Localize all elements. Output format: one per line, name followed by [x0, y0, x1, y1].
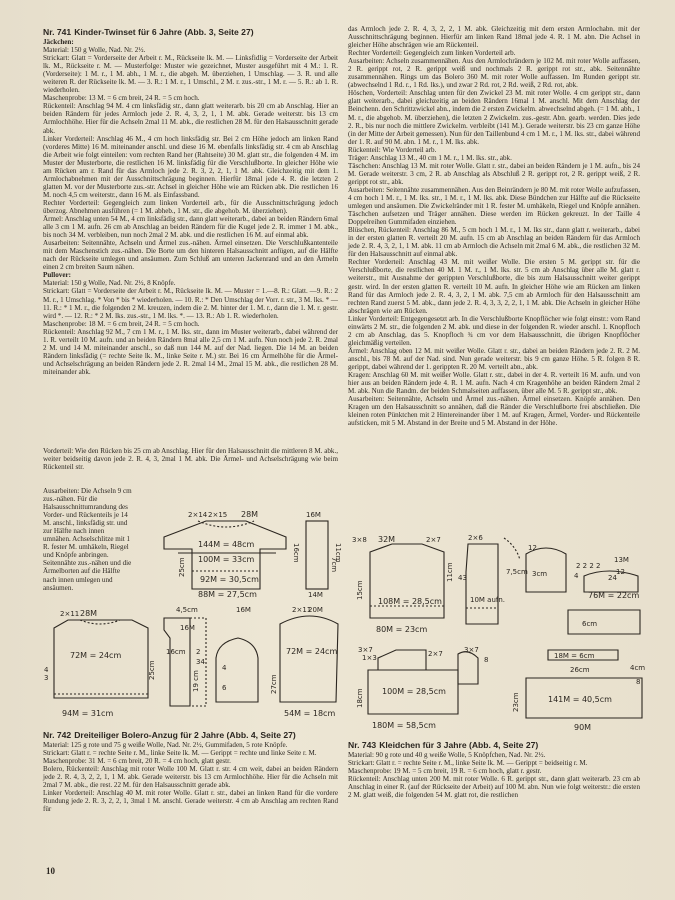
label: 80M = 23cm: [376, 625, 428, 634]
paragraph: Täschchen: Anschlag 13 M. mit roter Wolle. Glatt r. str., dabei an beiden Rändern je 1 M. aufn., bis 24 M. Gerade weiterstr. 3 cm, 2 R. ab Anschlag als Abschluß 2 R. gerippt rot, 2 R. gerippt weiß, 2 R. gerippt rot str., abk.: [348, 161, 640, 186]
label: 72M = 24cm: [70, 651, 122, 660]
label: 94M = 31cm: [62, 709, 114, 718]
label: 16cm: [292, 543, 300, 563]
label: 11cm: [446, 562, 454, 582]
label: 16cm: [166, 648, 186, 656]
dress-pattern-diagram: [348, 644, 648, 736]
label: 8: [636, 678, 641, 686]
label: 6: [222, 684, 227, 692]
label: 4: [574, 572, 579, 580]
paragraph: Ärmel: Anschlag oben 12 M. mit weißer Wolle. Glatt r. str., dabei an beiden Rändern jede 2. R. 2 M. anschl., bis 78 M. auf der Nad. sind. Nun gerade weiterstr. bis 9 cm ganze Höhe. 5 R. folgen 8 R. gerippt, dabei während der 1. gerippten R. 20 M. verteilt abn., abk.: [348, 346, 640, 371]
paragraph: Rückenteil: Anschlag 94 M. 4 cm linksfädig str., dann glatt weiterarb. bis 20 cm ab Anschlag. Hier an beiden Rändern für jedes Armloch jede 2. R. 4, 3, 2, 1, 1 M. abk. Gerade weiterstr. bis 13 cm Armlochhöhe. Hier für die Achseln 2mal 11 M. abk., die restlichen 28 M. für den Halsausschnitt gerade abk.: [43, 102, 338, 135]
label: 20M: [308, 606, 323, 614]
label: 100M = 28,5cm: [382, 687, 446, 696]
label: 4: [222, 664, 227, 672]
label: 7,5cm: [506, 568, 528, 576]
label: 2×15: [208, 511, 228, 519]
label: 18cm: [356, 688, 364, 708]
heading-742: Nr. 742 Dreiteiliger Bolero-Anzug für 2 Jahre (Abb. 4, Seite 27): [43, 730, 296, 740]
label: 3cm: [532, 570, 548, 578]
label: 28M: [241, 510, 259, 519]
paragraph: Rechter Vorderteil: Gegengleich zum linken Vorderteil arb.: [348, 49, 516, 58]
label: 16M: [180, 624, 195, 632]
paragraph: Höschen, Vorderteil: Anschlag unten für den Zwickel 23 M. mit roter Wolle. 4 cm gerippt str., dann glatt weiterarb., dabei gleichzeitig an beiden Rändern 16mal 1 M. anschl. Mit dem Anschlag der Beinchenn. den Schrittzwickel abn., indem die 2 ersten Zwickelm. abwechselnd abgeh. (= 1 M. abh., 1 M. r., die abgehob. M. überziehen), die letzten 2 Zwickelm. zus.-gestr. Abn. gearb. werden. Dies jede 2. R., bis nur noch die mittlere Zwickelm. verbleibt (141 M.). Gerade weiterstr. bis 23 cm ganze Höhe (in der Mitte der Arbeit gemessen). Nun für den Taillenbund 4 cm 1 M. r., 1 M. lks. str., dabei während der 1. R. auf 90 M. abn. 1 M. r., 1 M. lks. abk.: [348, 89, 640, 146]
label: 23cm: [512, 692, 520, 712]
label: 6cm: [582, 620, 598, 628]
left-column: [43, 25, 338, 376]
paragraph: Bolero, Rückenteil: Anschlag mit roter Wolle 100 M. Glatt r. str. 4 cm weit, dabei an beiden Rändern jede 2. R. 4, 3, 2, 2, 1, 1 M. abk. Gerade weiterstr. bis 13 cm Armlochhöhe. Hier für die Achseln mit 2mal 7 M. abk., die rest. 22 M. für den Halsausschnitt gerade abk.: [43, 765, 338, 790]
paragraph: Ausarbeiten: Seitennähte, Achseln und Ärmel zus.-nähen. Ärmel einsetzen. Knöpfe annähen. Den Kragen um den Halsausschnitt so annähen, daß die Ränder die Verschlußborte frei abschließen. Die kleinen roten Pünktchen mit 2 Hintereinander über 1 M. auf Kragen, Ärmel, Vorder- und Rückenteile aufsticken, mit 5 M. Abstand in der Breite und 5 M. Abstand in der Höhe.: [348, 395, 640, 428]
paragraph: Ausarbeiten: Die Achseln 9 cm zus.-nähen. Für die Halsausschnittumrandung des Vorder- und Rückenteils je 14 M. anschl., linksfädig str. und zur Hälfte nach innen umnähen. Achselschlitze mit 1 R. fester M. umhäkeln, Riegel und Knöpfe anbringen. Seitennähte zus.-nähen und die Ärmelborten auf die Hälfte nach innen umlegen und ansäumen.: [43, 487, 132, 592]
paragraph: Rechter Vorderteil: Anschlag 43 M. mit weißer Wolle. Die ersten 5 M. gerippt str. für die Verschlußborte, die restlichen 40 M. 1 M. r., 1 M. lks. str. 5 cm ab Anschlag über alle M. glatt r. weiterstr., mit Ausnahme der gerippten Verschlußborte, die bis zum Halsausschnitt weiter gerippt gestr. wird. In der ersten glatten R. verteilt 10 M. aufn. In gleicher Höhe wie am Rücken am linken Rand für das Armloch jede 2. R. 4, 3, 2, 1 M. abk. 7,5 cm ab Armloch für den Halsausschnitt am rechten Rand zuerst 5 M. abk., dann jede 2. R. 4, 3, 3, 2, 2, 1, 1 M. abk. Die Achseln in gleicher Höhe abschrägen wie am Rücken.: [348, 258, 640, 315]
paragraph: Strickart: Glatt = Vorderseite der Arbeit r. M., Rückseite lk. M. — Linksfidlig = Vorderseite der Arbeit lk. M., Rückseite r. M. — Musterfolge: Muster wie gezeichnet, Muster ausgeführt mit 4 M.: 1. R. (Vorderseite): 1 M. r., 1 M. abh., 1 M. r., die abgeh. M. überziehen, 1 Umschlag. — 3. R. und alle weiteren R. der Rückseite lk. M. — 3. R.: 1 M. r., 1 Umschl., 2 M. r. zus.-str., 1 M. r. — 5. R.: ab 1. R. wiederholen.: [43, 54, 338, 95]
pullover-pattern-diagram: [136, 507, 341, 597]
paragraph: Rückenteil: Wie Vorderteil arb.: [348, 145, 437, 154]
paragraph: Ausarbeiten: Achseln zusammennähen. Aus den Armlochrändern je 102 M. mit roter Wolle auffassen, 2 R. gerippt rot, 2 R. gerippt weiß und nochmals 2 R. gerippt rot str., abk. Seitennähte zusammennähen. Rings um das Bolero 360 M. mit roter Wolle auffassen. Im Runden gerippt str. (abwechselnd 1 Rd. r., 1 Rd. lks.), und zwar 2 Rd. rot, 2 Rd. weiß, 2 Rd. rot, abk.: [348, 57, 640, 90]
label: 2×7: [428, 650, 443, 658]
label: 7cm: [330, 557, 338, 573]
paragraph: Ärmel: Anschlag unten 54 M., 4 cm linksfädig str., dann glatt weiterarb., dabei an beiden Rändern 6mal alle 3 cm 1 M. aufn. 26 cm ab Anschlag an beiden Rändern für die Kugel jede 2. R. immer 1 M. abk., bis noch 34 M. verbleiben, nun noch 2mal 2 M. abk. und die restlichen 16 M. auf einmal abk.: [43, 215, 338, 240]
label: 72M = 24cm: [286, 647, 338, 656]
label: 11cm: [334, 543, 342, 563]
label: 4,5cm: [176, 606, 198, 614]
left-column-bottom: [43, 728, 338, 813]
label: 12: [528, 544, 537, 552]
label: 144M = 48cm: [198, 540, 255, 549]
page-number: 10: [46, 866, 55, 876]
label: 3: [44, 674, 49, 682]
heading-743: Nr. 743 Kleidchen für 3 Jahre (Abb. 4, Seite 27): [348, 740, 539, 750]
label: 2×14: [188, 511, 208, 519]
paragraph: Linker Vorderteil: Anschlag 40 M. mit roter Wolle. Glatt r. str., dabei an linken Rand für die vordere Rundung jede 2. R. 3, 2, 2, 1, 3mal 1 M. anschl. Gerade weiterstr. 4 cm ab Anschlag am rechten Rand für: [43, 789, 338, 814]
label: 16M: [306, 511, 321, 519]
label: 10M aufn.: [470, 596, 506, 604]
label: 24: [608, 574, 617, 582]
label: 12: [616, 568, 625, 576]
label: 1×3: [362, 654, 377, 662]
paragraph: Ausarbeiten: Seitennähte, Achseln und Ärmel zus.-nähen. Ärmel einsetzen. Die Verschlußkantenteile mit dem Maschenstich zus.-nähen. Die Borte um den hinteren Halsausschnitt anfügen, auf die Hälfte nach der Rückseite umlegen und ansäumen. Zum Schluß am unteren Jackenrand und an den Ärmeln einen 2 cm breiten Saum nähen.: [43, 239, 338, 272]
label: 88M = 27,5cm: [198, 590, 257, 599]
label: 2×11: [60, 610, 80, 618]
jacket-title: Jäckchen:: [43, 38, 74, 46]
label: 100M = 33cm: [198, 555, 255, 564]
label: 3×7: [464, 646, 479, 654]
label: 16M: [236, 606, 251, 614]
label: 14M: [308, 591, 323, 599]
paragraph: Strickart: Glatt r. = rechte Seite r. M., linke Seite lk. M. — Gerippt = beidseitig r. M.: [348, 759, 588, 768]
label: 108M = 28,5cm: [378, 597, 442, 606]
bolero-pattern-diagram: [348, 532, 648, 642]
paragraph: Blüschen, Rückenteil: Anschlag 86 M., 5 cm hoch 1 M. r., 1 M. lks str., dann glatt r. weiterarb., dabei in der ersten glatten R. verteilt 20 M. aufn. 15 cm ab Anschlag an beiden Rändern für das Armloch jede 2. R. 4, 3, 2, 1, 1 M. abk. 11 cm ab Armloch die Achseln mit 2mal 6 M. abk., die restlichen 32 M. für den Halsausschnitt auf einmal abk.: [348, 226, 640, 259]
paragraph: Material: 150 g Wolle, Nad. Nr. 2½.: [43, 46, 146, 55]
paragraph: Material: 125 g rote und 75 g weiße Wolle, Nad. Nr. 2½, Gummifaden, 5 rote Knöpfe.: [43, 741, 288, 749]
paragraph: Rückenteil: Anschlag 92 M., 7 cm 1 M. r., 1 M. lks. str., dann im Muster weiterarb., dabei während der 1. R. verteilt 10 M. aufn. und an beiden Rändern 8mal alle 2,5 cm 1 M. aufn. Nun noch jede 2. R. 2mal 2 M. und 14 M. miteinander anschl., so daß nun 144 M. auf der Nad. liegen. Die 14 M. an beiden Rändern linksfädig (= rechte Seite lk. M., linke Seite r. M.) str. Bei 16 cm Ärmelhöhe für die Ärmel- und Achselschrägung an beiden Rändern jede 2. R. 2mal 14 M., 2mal 15 M. abk., die restlichen 28 M. miteinander abk.: [43, 327, 338, 376]
label: 141M = 40,5cm: [548, 695, 612, 704]
paragraph: Linker Vorderteil: Anschlag 46 M., 4 cm hoch linksfädig str. Bei 2 cm Höhe jedoch am linken Rand (vorderes Mitte) 16 M. miteinander anschl. und diese 16 M. ebenfalls linksfädig str. 4 cm ab Anschlag die Arbeit wie folgt einteilen: vom rechten Rand her (Rahtseite) 30 M. glatt str., die folgenden 4 M. im Muster der Musterborte, die restlichen 16 M. linksfädig für die Verschlußborte. In gleicher Höhe wie am Rücken am r. Rand für das Armloch jede 2. R. 3, 2, 2, 1, 1 M. abk. Gleichzeitig mit dem 1. Armlochabnehmen mit der Ausschnittschrägung beginnen. Hierfür 18mal jede 4. R. die letzten 2 glatten M. vor der Musterborte zus.-str. Achsel in gleicher Höhe wie am Rücken abk. Die restlichen 16 M. noch 4,5 cm weiterstr., dann 16 M. als Einfassband.: [43, 134, 338, 199]
label: 2×11: [292, 606, 312, 614]
label: 4cm: [630, 664, 646, 672]
label: 28M: [80, 609, 98, 618]
label: 2 2 2 2: [576, 562, 601, 570]
label: 27cm: [270, 674, 278, 694]
label: 180M = 58,5cm: [372, 721, 436, 730]
label: 2×6: [468, 534, 483, 542]
right-column-bottom: [348, 738, 640, 799]
label: 8: [484, 656, 489, 664]
label: 90M: [574, 723, 592, 732]
label: 13M: [614, 556, 629, 564]
paragraph: Strickart: Glatt r. = rechte Seite r. M., linke Seite lk. M. — Gerippt = rechte und linke Seite r. M.: [43, 749, 317, 758]
right-column: [348, 25, 640, 427]
label: 15cm: [356, 580, 364, 600]
label: 43: [458, 574, 467, 582]
paragraph: Maschenprobe: 18 M. = 6 cm breit, 24 R. = 5 cm hoch.: [43, 319, 200, 328]
label: 34: [196, 658, 205, 666]
paragraph: Linker Vorderteil: Entgegengesetzt arb. In die Verschlußborte Knopflöcher wie folgt einstr.: vom Rand einwärts 2 M. str., die folgenden 2 M. abk. und diese in der folgenden R. wieder anschl. 1. Knopfloch 2 cm ab Anschlag, das 5. Knopfloch ¾ cm vor dem Halsausschnitt, die übrigen Knopflöcher gleichmäßig verteilen.: [348, 314, 640, 347]
paragraph: Vorderteil: Wie den Rücken bis 25 cm ab Anschlag. Hier für den Halsausschnitt die mittleren 8 M. abk., weiter beidseitig davon jede 2. R. 4, 3, 2mal 1 M. abk. Die Ärmel- und Achselschrägung wie beim Rückenteil str.: [43, 447, 338, 472]
label: 32M: [378, 535, 396, 544]
heading-741: Nr. 741 Kinder-Twinset für 6 Jahre (Abb. 3, Seite 27): [43, 27, 254, 37]
paragraph: Ausarbeiten: Seitennähte zusammennähen. Aus den Beinrändern je 80 M. mit roter Wolle aufzufassen, 4 cm hoch 1 M. r., 1 M. lks. str., 1 M. r., 1 M. lks. abk. Diese Bündchen zur Hälfte auf die Rückseite umlegen und ansäumen. Die Zwickelränder mit 1 R. fester M. umhäkeln, Riegel und Knöpfe annähen. Täschchen aufsetzen und Träger annähen. Diese werden im Rücken gekreuzt. In der Taille 4 Doppelreihen Gummifaden einziehen.: [348, 185, 640, 227]
label: 92M = 30,5cm: [200, 575, 259, 584]
label: 25cm: [178, 557, 186, 577]
label: 4: [44, 666, 49, 674]
paragraph: Maschenprobe: 19 M. = 5 cm breit, 19 R. = 6 cm hoch, glatt r. gestr.: [348, 767, 542, 776]
paragraph: das Armloch jede 2. R. 4, 3, 2, 2, 1 M. abk. Gleichzeitig mit dem ersten Armlochabn. mit der Ausschnittschrägung beginnen. Hierfür am linken Rand 18mal jede 4. R. 1 M. abn. Die Achsel in gleicher Höhe abschrägen wie am Rückenteil.: [348, 25, 640, 50]
paragraph: Strickart: Glatt = Vorderseite der Arbeit r. M., Rückseite lk. M. — Muster = 1.—8. R.: Glatt. —9. R.: 2 M. r., 1 Umschlag. * Von * bis * wiederholen. — 10. R.: * Den Umschlag der Vorr. r. str., 3 M. lks. * — 11. R.: * 1 M. r., die folgenden 2 M. kreuzen, indem die 2. M. hinter der 1. M. r., dann die 1. M. r. gestr. wird *. — 12. R.: * 2 M. lks. zus.-str., 1 M. lks. *. — 13. R.: Ab 1. R. wiederholen.: [43, 287, 338, 320]
paragraph: Maschenprobe: 31 M. = 6 cm breit, 20 R. = 4 cm hoch, glatt gestr.: [43, 757, 231, 766]
label: 26cm: [570, 666, 590, 674]
jacket-pattern-diagram: [40, 598, 342, 726]
pullover-title: Pullover:: [43, 271, 71, 280]
label: 19 cm: [192, 670, 200, 692]
left-column-cont: [43, 447, 338, 471]
left-narrow-column: [43, 487, 133, 592]
paragraph: Kragen: Anschlag 60 M. mit weißer Wolle. Glatt r. str., dabei in der 4. R. verteilt 16 M. aufn. und von hier aus an beiden Rändern jede 4. R. 1 M. aufn. Nach 4 cm Kragenhöhe an beiden Rändern 2mal 2 M. abk. Nun die Randm. der beiden Schmalseiten auffassen, über alle M. 5 R. gerippt str., abk.: [348, 371, 640, 396]
paragraph: Rechter Vorderteil: Gegengleich zum linken Vorderteil arb., für die Ausschnittschrägung jedoch überzog. Abnehmen ausführen (= 1 M. abheb., 1 M. str., die abgehob. M. überziehen).: [43, 198, 338, 215]
label: 3×7: [358, 646, 373, 654]
label: 3×8: [352, 536, 367, 544]
label: 18M = 6cm: [554, 652, 595, 660]
paragraph: Material: 150 g Wolle, Nad. Nr. 2½, 8 Knöpfe.: [43, 279, 176, 288]
label: 25cm: [148, 660, 156, 680]
label: 2: [196, 648, 201, 656]
paragraph: Material: 90 g rote und 40 g weiße Wolle, 5 Knöpfchen, Nad. Nr. 2½.: [348, 751, 546, 759]
paragraph: Träger: Anschlag 13 M., 40 cm 1 M. r., 1 M. lks. str., abk.: [348, 153, 512, 162]
label: 76M = 22cm: [588, 591, 640, 600]
label: 2×7: [426, 536, 441, 544]
paragraph: Maschenprobe: 13 M. = 6 cm breit, 24 R. = 5 cm hoch.: [43, 94, 200, 103]
paragraph: Rückenteil: Anschlag unten 200 M. mit roter Wolle. 6 R. gerippt str., dann glatt weiterarb. 23 cm ab Anschlag in einer R. (auf der Rückseite der Arbeit) auf 100 M. abn. Nun wie folgt weiterstr.: die ersten 2 M. glatt weiß, die folgenden 54 M. glatt rot, die restlichen: [348, 775, 640, 800]
label: 54M = 18cm: [284, 709, 336, 718]
